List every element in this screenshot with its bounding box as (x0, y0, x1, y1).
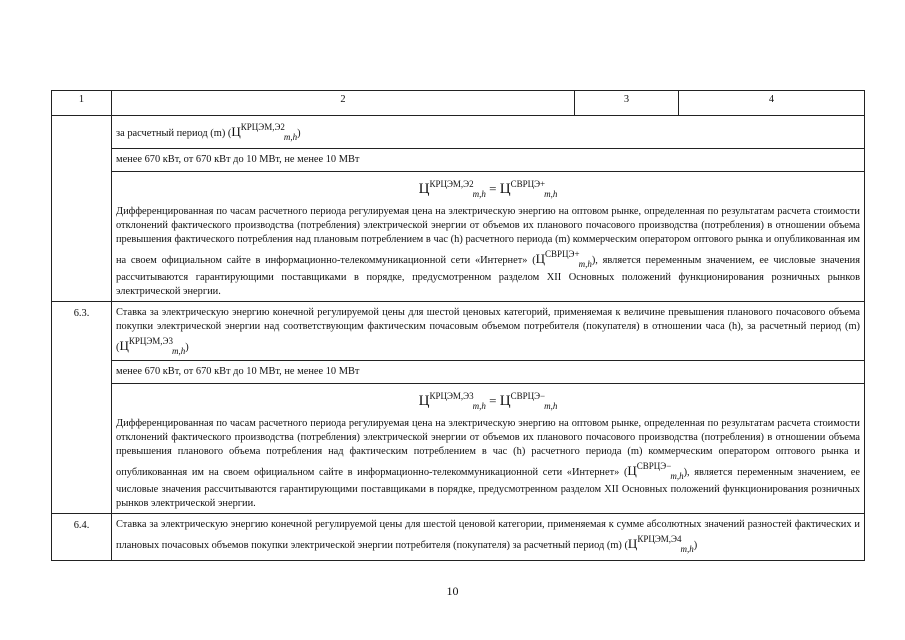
header-col-2: 2 (112, 91, 575, 116)
formula-superscript: КРЦЭМ,Э2 (429, 179, 474, 189)
formula-symbol: Ц (231, 124, 241, 139)
formula-subscript: m,h (172, 346, 186, 356)
row-text-cell: менее 670 кВт, от 670 кВт до 10 МВт, не менее 10 МВт (112, 149, 865, 172)
formula-superscript: СВРЦЭ− (510, 391, 546, 401)
formula-subscript: m,h (472, 401, 486, 411)
table-row (52, 384, 865, 514)
table-row (52, 514, 865, 561)
page-number: 10 (446, 584, 459, 598)
header-col-3: 3 (575, 91, 679, 116)
row-text: ) (693, 540, 698, 551)
definition-text: Дифференцированная по часам расчетного периода регулируемая цена на электрическую энергию на оптовом рынке, определенная по результатам расчета стоимости отклонений фактического производства (потребления) электрической энергии от объемов их планового почасового производства (потребления) в отношении объема превышения фактического потребления над плановым потреблением в час (h) расчетного периода (m) коммерческим оператором оптового рынка и опубликованная им на своем официальном сайте в информационно-телекоммуникационной сети «Интернет» ( (116, 206, 860, 266)
table-row (52, 149, 865, 172)
formula-equals: = (485, 393, 500, 408)
definition-text: Дифференцированная по часам расчетного периода регулируемая цена на электрическую энергию на оптовом рынке, определенная по результатам расчета стоимости отклонений фактического производства (потребления) электрической энергии от объемов их планового почасового производства (потребления) в отношении объема превышения планового объема потребления над фактическим потреблением в час (h) расчетного периода (m) коммерческим оператором оптового рынка и опубликованная им на своем официальном сайте в информационно-телекоммуникационной сети «Интернет» ( (116, 418, 860, 478)
formula-symbol: Ц (418, 181, 430, 197)
formula-subscript: m,h (670, 471, 684, 481)
row-text: ) (297, 128, 301, 139)
row-number-cell: 6.4. (52, 514, 112, 561)
formula-subscript: m,h (472, 189, 486, 199)
formula (116, 387, 860, 415)
table-row (52, 172, 865, 302)
row-text: за расчетный период (m) ( (116, 128, 232, 139)
formula-superscript: КРЦЭМ,Э2 (240, 122, 285, 132)
formula-superscript: СВРЦЭ+ (510, 179, 546, 189)
table-row (52, 116, 865, 149)
definition-cell (112, 172, 865, 302)
row-text: Ставка за электрическую энергию конечной регулируемой цены для шестой ценовой категории, применяемая к сумме абсолютных значений разностей фактических и плановых почасовых объемов покупки электрической энергии потребителя (покупателя) за расчетный период (m) ( (116, 519, 860, 551)
table-header-row (52, 91, 865, 116)
formula-symbol: Ц (499, 181, 511, 197)
formula-superscript: СВРЦЭ− (636, 461, 672, 471)
row-number-cell (52, 116, 112, 302)
header-col-1: 1 (52, 91, 112, 116)
formula-superscript: КРЦЭМ,Э3 (128, 336, 174, 346)
formula-symbol: Ц (535, 251, 546, 266)
definition-text: ), является переменным значением, ее числовые значения рассчитываются гарантирующими поставщиками в порядке, предусмотренном разделом XII Основных положений функционирования розничных рынков электрической энергии. (116, 467, 860, 509)
row-text: Ставка за электрическую энергию конечной регулируемой цены для шестой ценовых категорий, применяемая к величине превышения планового почасового объема покупки электрической энергии над соответствующим фактическим почасовым объемом потребителя (покупателя) в отношении часа (h), за расчетный период (m) ( (116, 307, 860, 353)
formula-superscript: КРЦЭМ,Э4 (637, 534, 682, 544)
row-text-cell (112, 514, 865, 561)
formula-subscript: m,h (578, 259, 592, 269)
formula-symbol: Ц (627, 536, 638, 551)
definition-text: ), является переменным значением, ее числовые значения рассчитываются гарантирующими поставщиками в порядке, предусмотренном разделом XII Основных положений функционирования розничных рынков электрической энергии. (116, 255, 860, 297)
formula-superscript: КРЦЭМ,Э3 (429, 391, 474, 401)
table-row (52, 361, 865, 384)
formula-subscript: m,h (680, 544, 694, 554)
formula-symbol: Ц (119, 338, 129, 353)
formula-equals: = (485, 181, 500, 196)
formula-subscript: m,h (544, 401, 558, 411)
row-text-cell: менее 670 кВт, от 670 кВт до 10 МВт, не менее 10 МВт (112, 361, 865, 384)
formula-subscript: m,h (544, 189, 558, 199)
formula-symbol: Ц (418, 393, 430, 409)
regulation-table (51, 90, 865, 561)
definition-cell (112, 384, 865, 514)
formula-subscript: m,h (283, 132, 298, 142)
formula (116, 175, 860, 203)
header-col-4: 4 (679, 91, 865, 116)
row-number-cell: 6.3. (52, 302, 112, 514)
formula-symbol: Ц (499, 393, 511, 409)
formula-superscript: СВРЦЭ+ (545, 249, 580, 259)
row-text-cell (112, 302, 865, 361)
table-row (52, 302, 865, 361)
formula-symbol: Ц (627, 463, 637, 478)
row-text-cell (112, 116, 865, 149)
row-text: ) (185, 342, 189, 353)
